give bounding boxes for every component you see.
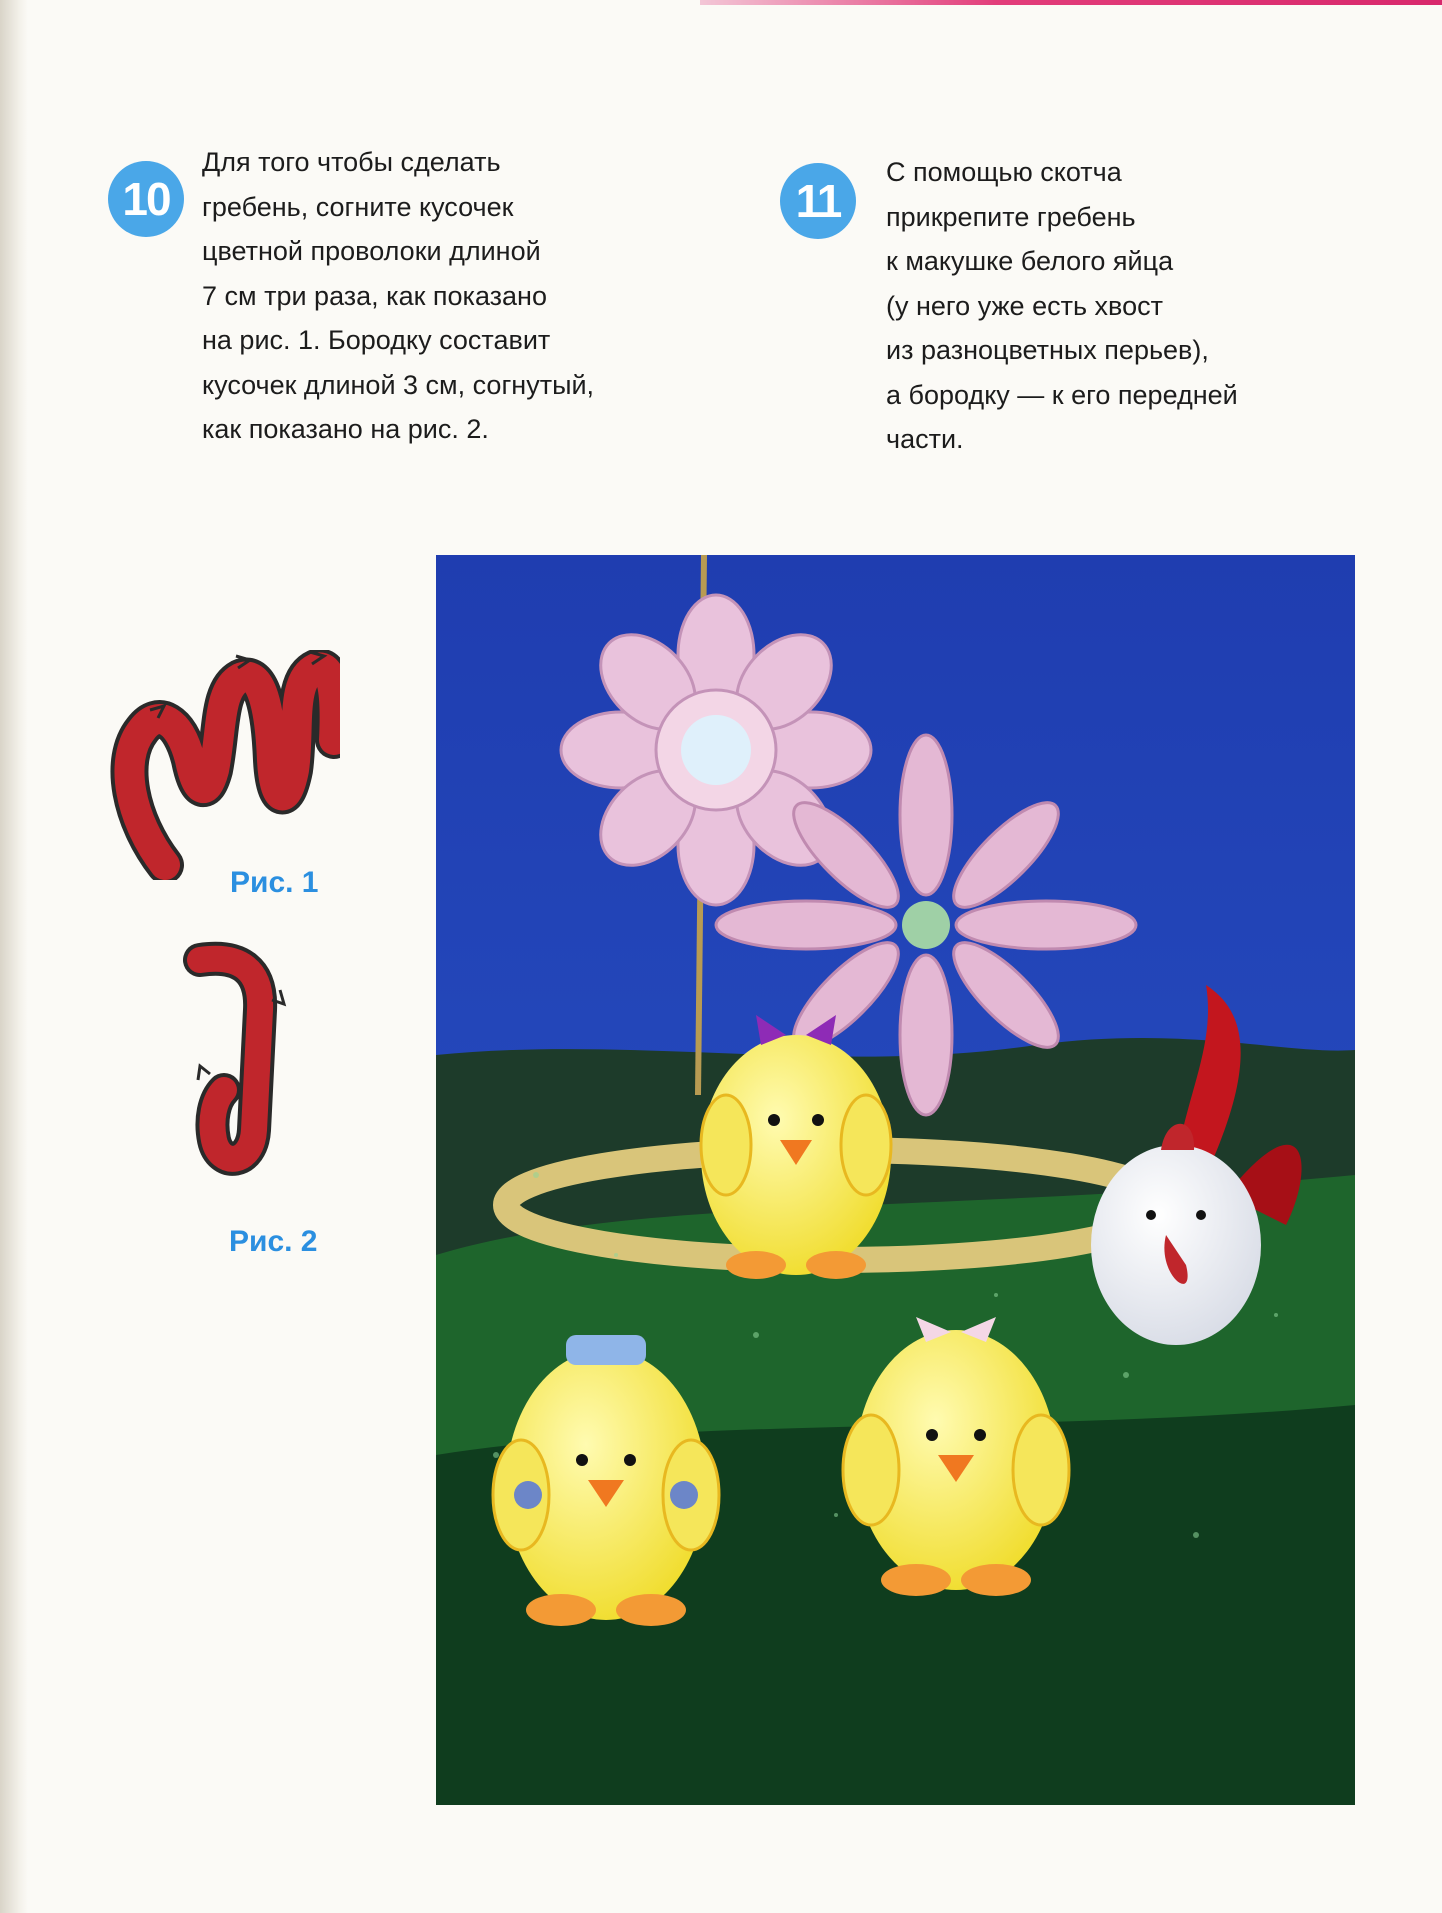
step-10-line: кусочек длиной 3 см, согнутый, [202, 369, 595, 400]
figure-1-label: Рис. 1 [230, 866, 319, 899]
step-10-badge: 10 [108, 161, 184, 237]
step-10-text [202, 140, 594, 452]
step-11-text [886, 150, 1238, 462]
hook-beard-wire-icon [180, 940, 300, 1190]
step-10-line: гребень, согните кусочек [202, 191, 514, 222]
photo-illustration [436, 555, 1355, 1805]
step-10-line: как показано на рис. 2. [202, 414, 489, 444]
step-11-line: (у него уже есть хвост [886, 290, 1163, 321]
easter-chicks-photo [436, 555, 1355, 1805]
step-11-line: части. [886, 424, 964, 454]
figure-2-label: Рис. 2 [229, 1225, 318, 1258]
step-11-line: прикрепите гребень [886, 201, 1136, 232]
step-10-line: цветной проволоки длиной [202, 236, 541, 266]
top-accent-rule [700, 0, 1442, 5]
step-10-line: Для того чтобы сделать [202, 147, 501, 177]
zigzag-comb-wire-icon [110, 650, 340, 880]
step-11-badge: 11 [780, 163, 856, 239]
step-10-line: 7 см три раза, как показано [202, 280, 547, 311]
step-11-line: С помощью скотча [886, 157, 1122, 187]
step-11-line: а бородку — к его передней [886, 379, 1238, 410]
page-gutter-shadow [0, 0, 28, 1913]
step-11-line: к макушке белого яйца [886, 246, 1174, 276]
step-10-line: на рис. 1. Бородку составит [202, 325, 551, 355]
step-11-line: из разноцветных перьев), [886, 335, 1209, 365]
